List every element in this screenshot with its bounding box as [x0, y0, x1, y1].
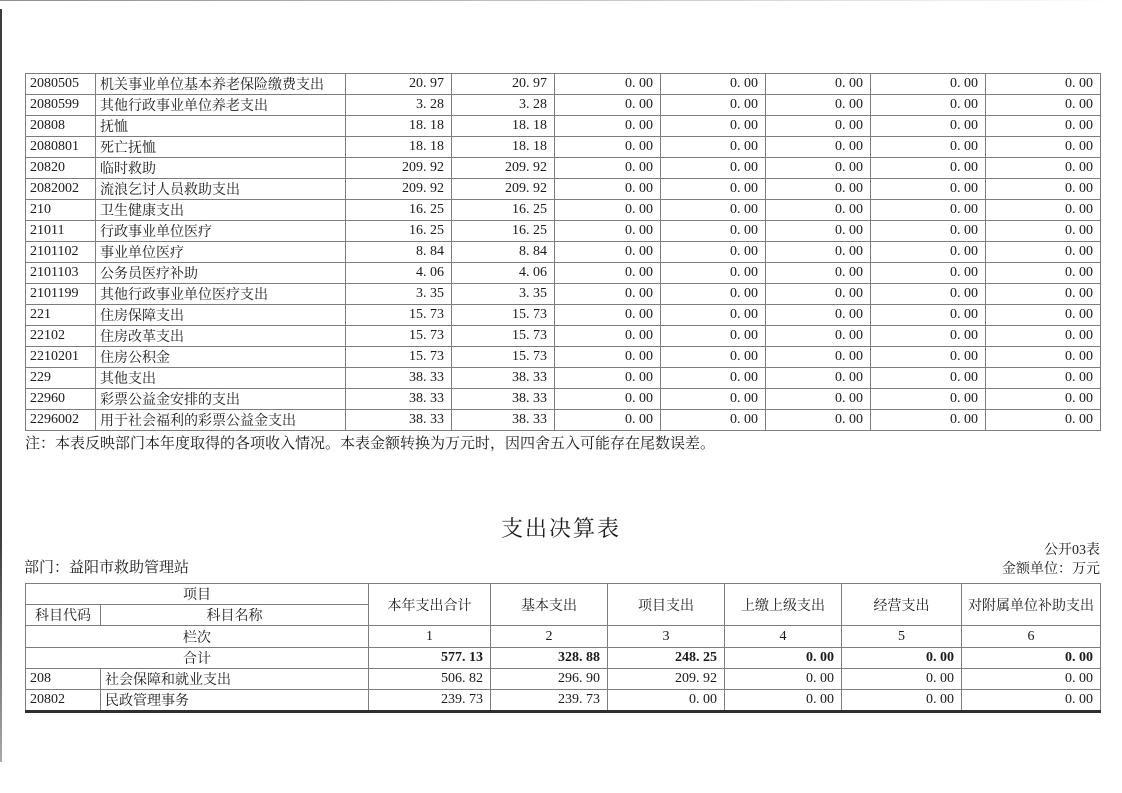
- amount-cell: 0. 00: [661, 284, 766, 305]
- amount-cell: 0. 00: [766, 368, 871, 389]
- amount-cell: 0. 00: [661, 410, 766, 431]
- expense-header-row-1: [26, 584, 1101, 605]
- amount-cell: 20. 97: [346, 74, 452, 95]
- column-index-cell: 3: [608, 626, 725, 648]
- amount-cell: 0. 00: [661, 242, 766, 263]
- subject-code-cell: 20808: [26, 116, 96, 137]
- expense-table-row: [26, 669, 1101, 690]
- amount-cell: 0. 00: [555, 347, 661, 368]
- amount-cell: 0. 00: [986, 74, 1101, 95]
- amount-cell: 0. 00: [766, 389, 871, 410]
- subject-code-cell: 210: [26, 200, 96, 221]
- amount-cell: 0. 00: [842, 669, 962, 690]
- amount-cell: 0. 00: [871, 263, 986, 284]
- subject-name-cell: 住房保障支出: [96, 305, 346, 326]
- amount-cell: 0. 00: [555, 389, 661, 410]
- header-operating-expense: 经营支出: [842, 584, 962, 626]
- amount-cell: 0. 00: [986, 116, 1101, 137]
- subject-code-cell: 2296002: [26, 410, 96, 431]
- amount-cell: 0. 00: [555, 305, 661, 326]
- amount-cell: 0. 00: [871, 221, 986, 242]
- amount-cell: 506. 82: [369, 669, 491, 690]
- total-row: [26, 648, 1101, 669]
- income-table-row: [26, 74, 1101, 95]
- subject-name-cell: 事业单位医疗: [96, 242, 346, 263]
- subject-code-cell: 229: [26, 368, 96, 389]
- page-edge-line-left: [0, 9, 2, 762]
- total-amount-cell: 577. 13: [369, 648, 491, 669]
- amount-cell: 0. 00: [962, 669, 1101, 690]
- amount-cell: 0. 00: [986, 200, 1101, 221]
- income-table-row: [26, 137, 1101, 158]
- column-index-cell: 1: [369, 626, 491, 648]
- amount-cell: 0. 00: [555, 263, 661, 284]
- amount-cell: 0. 00: [661, 116, 766, 137]
- subject-name-cell: 用于社会福利的彩票公益金支出: [96, 410, 346, 431]
- subject-name-cell: 死亡抚恤: [96, 137, 346, 158]
- amount-cell: 0. 00: [661, 368, 766, 389]
- amount-cell: 3. 28: [452, 95, 555, 116]
- amount-cell: 0. 00: [555, 410, 661, 431]
- subject-code-cell: 22102: [26, 326, 96, 347]
- amount-cell: 0. 00: [766, 221, 871, 242]
- amount-cell: 0. 00: [871, 200, 986, 221]
- amount-cell: 209. 92: [452, 179, 555, 200]
- amount-cell: 0. 00: [766, 410, 871, 431]
- amount-cell: 0. 00: [986, 137, 1101, 158]
- subject-code-cell: 22960: [26, 389, 96, 410]
- income-table-row: [26, 263, 1101, 284]
- amount-cell: 0. 00: [871, 158, 986, 179]
- income-table-row: [26, 116, 1101, 137]
- income-table-row: [26, 326, 1101, 347]
- amount-cell: 0. 00: [608, 690, 725, 712]
- amount-cell: 0. 00: [766, 116, 871, 137]
- income-table-row: [26, 410, 1101, 431]
- subject-name-cell: 流浪乞讨人员救助支出: [96, 179, 346, 200]
- amount-cell: 0. 00: [766, 305, 871, 326]
- amount-cell: 38. 33: [346, 368, 452, 389]
- header-subject-code: 科目代码: [26, 605, 101, 626]
- income-table-row: [26, 95, 1101, 116]
- amount-cell: 0. 00: [766, 263, 871, 284]
- subject-code-cell: 2080505: [26, 74, 96, 95]
- amount-cell: 0. 00: [661, 158, 766, 179]
- amount-cell: 0. 00: [555, 179, 661, 200]
- subject-name-cell: 行政事业单位医疗: [96, 221, 346, 242]
- column-index-label: 栏次: [26, 626, 369, 648]
- header-project-expense: 项目支出: [608, 584, 725, 626]
- amount-cell: 0. 00: [871, 326, 986, 347]
- subject-code-cell: 2080599: [26, 95, 96, 116]
- subject-name-cell: 其他行政事业单位养老支出: [96, 95, 346, 116]
- amount-cell: 0. 00: [555, 242, 661, 263]
- amount-cell: 8. 84: [452, 242, 555, 263]
- amount-cell: 0. 00: [986, 158, 1101, 179]
- amount-cell: 0. 00: [986, 284, 1101, 305]
- amount-cell: 0. 00: [986, 221, 1101, 242]
- subject-name-cell: 住房改革支出: [96, 326, 346, 347]
- amount-cell: 4. 06: [346, 263, 452, 284]
- amount-cell: 239. 73: [369, 690, 491, 712]
- subject-name-cell: 公务员医疗补助: [96, 263, 346, 284]
- amount-cell: 18. 18: [452, 137, 555, 158]
- amount-cell: 0. 00: [766, 347, 871, 368]
- subject-code-cell: 2101103: [26, 263, 96, 284]
- income-table: [25, 73, 1101, 431]
- total-amount-cell: 328. 88: [491, 648, 608, 669]
- subject-code-cell: 2082002: [26, 179, 96, 200]
- subject-code-cell: 221: [26, 305, 96, 326]
- amount-cell: 0. 00: [871, 368, 986, 389]
- amount-cell: 0. 00: [871, 74, 986, 95]
- amount-cell: 0. 00: [766, 200, 871, 221]
- amount-cell: 0. 00: [661, 221, 766, 242]
- subject-code-cell: 208: [26, 669, 101, 690]
- amount-cell: 15. 73: [346, 326, 452, 347]
- income-table-row: [26, 305, 1101, 326]
- amount-cell: 0. 00: [986, 305, 1101, 326]
- amount-cell: 0. 00: [871, 95, 986, 116]
- subject-name-cell: 社会保障和就业支出: [101, 669, 369, 690]
- total-amount-cell: 248. 25: [608, 648, 725, 669]
- amount-cell: 18. 18: [346, 137, 452, 158]
- amount-cell: 0. 00: [661, 74, 766, 95]
- note-text: 注：本表反映部门本年度取得的各项收入情况。本表金额转换为万元时，因四舍五入可能存在尾数误差。: [25, 436, 716, 452]
- amount-cell: 8. 84: [346, 242, 452, 263]
- amount-cell: 0. 00: [871, 305, 986, 326]
- amount-cell: 0. 00: [766, 74, 871, 95]
- column-index-cell: 6: [962, 626, 1101, 648]
- income-table-row: [26, 221, 1101, 242]
- income-table-row: [26, 347, 1101, 368]
- amount-cell: 20. 97: [452, 74, 555, 95]
- column-index-cell: 4: [725, 626, 842, 648]
- page-title: 支出决算表: [500, 516, 621, 541]
- amount-cell: 0. 00: [871, 347, 986, 368]
- amount-cell: 0. 00: [871, 284, 986, 305]
- amount-cell: 0. 00: [871, 179, 986, 200]
- amount-cell: 209. 92: [346, 158, 452, 179]
- subject-name-cell: 彩票公益金安排的支出: [96, 389, 346, 410]
- amount-cell: 239. 73: [491, 690, 608, 712]
- amount-cell: 0. 00: [555, 200, 661, 221]
- amount-cell: 0. 00: [842, 690, 962, 712]
- amount-cell: 16. 25: [452, 200, 555, 221]
- amount-cell: 0. 00: [555, 284, 661, 305]
- amount-cell: 0. 00: [555, 95, 661, 116]
- amount-cell: 0. 00: [766, 137, 871, 158]
- subject-name-cell: 机关事业单位基本养老保险缴费支出: [96, 74, 346, 95]
- total-amount-cell: 0. 00: [725, 648, 842, 669]
- subject-code-cell: 20802: [26, 690, 101, 712]
- expense-table-row: [26, 690, 1101, 712]
- amount-cell: 0. 00: [661, 179, 766, 200]
- subject-code-cell: 2080801: [26, 137, 96, 158]
- amount-cell: 209. 92: [346, 179, 452, 200]
- amount-cell: 0. 00: [871, 116, 986, 137]
- amount-cell: 16. 25: [346, 221, 452, 242]
- header-total-expense: 本年支出合计: [369, 584, 491, 626]
- column-index-row: [26, 626, 1101, 648]
- subject-code-cell: 2101102: [26, 242, 96, 263]
- amount-cell: 0. 00: [986, 95, 1101, 116]
- amount-cell: 0. 00: [766, 242, 871, 263]
- amount-cell: 0. 00: [766, 179, 871, 200]
- amount-cell: 38. 33: [346, 389, 452, 410]
- amount-cell: 0. 00: [661, 389, 766, 410]
- amount-cell: 0. 00: [555, 116, 661, 137]
- unit-label: 金额单位：万元: [1002, 562, 1100, 577]
- amount-cell: 0. 00: [766, 284, 871, 305]
- header-upturned-expense: 上缴上级支出: [725, 584, 842, 626]
- page-edge-line-top: [0, 0, 1122, 1]
- amount-cell: 15. 73: [452, 326, 555, 347]
- income-table-row: [26, 158, 1101, 179]
- amount-cell: 0. 00: [986, 368, 1101, 389]
- amount-cell: 3. 35: [452, 284, 555, 305]
- amount-cell: 0. 00: [555, 137, 661, 158]
- amount-cell: 0. 00: [661, 263, 766, 284]
- income-table-row: [26, 242, 1101, 263]
- amount-cell: 0. 00: [555, 158, 661, 179]
- income-table-row: [26, 200, 1101, 221]
- subject-code-cell: 2101199: [26, 284, 96, 305]
- department-label: 部门：益阳市救助管理站: [24, 560, 190, 576]
- subject-code-cell: 20820: [26, 158, 96, 179]
- amount-cell: 0. 00: [871, 389, 986, 410]
- amount-cell: 0. 00: [661, 200, 766, 221]
- income-table-body: [26, 74, 1101, 431]
- amount-cell: 15. 73: [346, 305, 452, 326]
- expense-table: [25, 583, 1101, 713]
- income-table-row: [26, 389, 1101, 410]
- amount-cell: 0. 00: [555, 326, 661, 347]
- header-basic-expense: 基本支出: [491, 584, 608, 626]
- amount-cell: 16. 25: [346, 200, 452, 221]
- subject-code-cell: 2210201: [26, 347, 96, 368]
- amount-cell: 209. 92: [608, 669, 725, 690]
- column-index-cell: 2: [491, 626, 608, 648]
- amount-cell: 0. 00: [555, 74, 661, 95]
- amount-cell: 0. 00: [661, 137, 766, 158]
- amount-cell: 0. 00: [555, 221, 661, 242]
- total-label: 合计: [26, 648, 369, 669]
- amount-cell: 0. 00: [555, 368, 661, 389]
- amount-cell: 38. 33: [452, 410, 555, 431]
- subject-name-cell: 其他行政事业单位医疗支出: [96, 284, 346, 305]
- income-table-row: [26, 284, 1101, 305]
- amount-cell: 0. 00: [986, 242, 1101, 263]
- amount-cell: 0. 00: [661, 347, 766, 368]
- header-item: 项目: [26, 584, 369, 605]
- amount-cell: 15. 73: [452, 347, 555, 368]
- amount-cell: 18. 18: [452, 116, 555, 137]
- expense-table-body: [26, 584, 1101, 712]
- subject-name-cell: 抚恤: [96, 116, 346, 137]
- income-table-row: [26, 368, 1101, 389]
- total-amount-cell: 0. 00: [842, 648, 962, 669]
- subject-name-cell: 住房公积金: [96, 347, 346, 368]
- table-number-label: 公开03表: [1044, 543, 1100, 558]
- subject-name-cell: 临时救助: [96, 158, 346, 179]
- amount-cell: 0. 00: [986, 389, 1101, 410]
- header-subsidy-expense: 对附属单位补助支出: [962, 584, 1101, 626]
- subject-name-cell: 卫生健康支出: [96, 200, 346, 221]
- amount-cell: 38. 33: [346, 410, 452, 431]
- amount-cell: 296. 90: [491, 669, 608, 690]
- amount-cell: 0. 00: [986, 410, 1101, 431]
- amount-cell: 0. 00: [725, 669, 842, 690]
- amount-cell: 0. 00: [986, 326, 1101, 347]
- amount-cell: 0. 00: [871, 242, 986, 263]
- amount-cell: 0. 00: [661, 326, 766, 347]
- amount-cell: 0. 00: [661, 95, 766, 116]
- amount-cell: 0. 00: [766, 95, 871, 116]
- subject-code-cell: 21011: [26, 221, 96, 242]
- amount-cell: 15. 73: [346, 347, 452, 368]
- amount-cell: 38. 33: [452, 368, 555, 389]
- amount-cell: 0. 00: [871, 137, 986, 158]
- amount-cell: 0. 00: [661, 305, 766, 326]
- subject-name-cell: 其他支出: [96, 368, 346, 389]
- amount-cell: 15. 73: [452, 305, 555, 326]
- amount-cell: 18. 18: [346, 116, 452, 137]
- amount-cell: 0. 00: [986, 347, 1101, 368]
- amount-cell: 209. 92: [452, 158, 555, 179]
- subject-name-cell: 民政管理事务: [101, 690, 369, 712]
- amount-cell: 4. 06: [452, 263, 555, 284]
- total-amount-cell: 0. 00: [962, 648, 1101, 669]
- amount-cell: 38. 33: [452, 389, 555, 410]
- amount-cell: 0. 00: [725, 690, 842, 712]
- income-table-row: [26, 179, 1101, 200]
- amount-cell: 0. 00: [766, 326, 871, 347]
- amount-cell: 3. 35: [346, 284, 452, 305]
- amount-cell: 16. 25: [452, 221, 555, 242]
- column-index-cell: 5: [842, 626, 962, 648]
- amount-cell: 3. 28: [346, 95, 452, 116]
- amount-cell: 0. 00: [766, 158, 871, 179]
- amount-cell: 0. 00: [962, 690, 1101, 712]
- amount-cell: 0. 00: [871, 410, 986, 431]
- amount-cell: 0. 00: [986, 263, 1101, 284]
- header-subject-name: 科目名称: [101, 605, 369, 626]
- amount-cell: 0. 00: [986, 179, 1101, 200]
